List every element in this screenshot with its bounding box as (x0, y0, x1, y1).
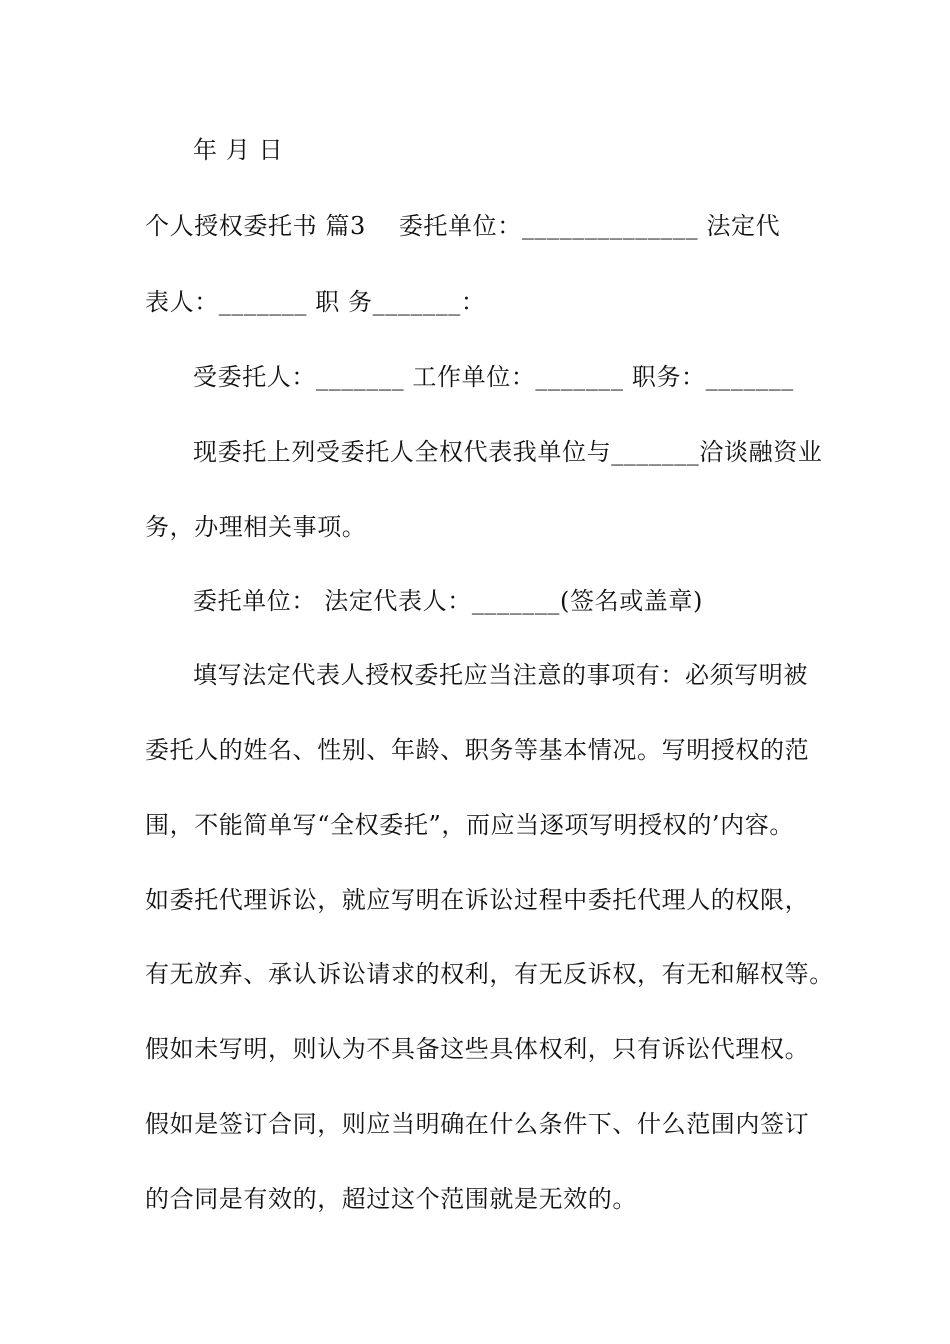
notes-line-6: 假如未写明，则认为不具备这些具体权利，只有诉讼代理权。 (145, 1035, 810, 1063)
notes-line-1: 填写法定代表人授权委托应当注意的事项有：必须写明被 (193, 661, 808, 689)
representative-line: 表人：_______ 职 务_______： (145, 288, 486, 316)
date-line: 年 月 日 (193, 136, 284, 164)
notes-line-2: 委托人的姓名、性别、年龄、职务等基本情况。写明授权的范 (145, 736, 810, 764)
title-and-principal-line: 个人授权委托书 篇3 委托单位：______________ 法定代 (145, 212, 781, 240)
authorization-line-2: 务，办理相关事项。 (145, 513, 367, 541)
notes-line-5: 有无放弃、承认诉讼请求的权利，有无反诉权，有无和解权等。 (145, 960, 834, 988)
authorization-line-1: 现委托上列受委托人全权代表我单位与_______洽谈融资业 (193, 438, 823, 466)
agent-line: 受委托人：_______ 工作单位：_______ 职务：_______ (193, 363, 794, 391)
notes-line-7: 假如是签订合同，则应当明确在什么条件下、什么范围内签订 (145, 1110, 810, 1138)
notes-line-8: 的合同是有效的，超过这个范围就是无效的。 (145, 1185, 637, 1213)
notes-line-4: 如委托代理诉讼，就应写明在诉讼过程中委托代理人的权限， (145, 886, 810, 914)
notes-line-3: 围，不能简单写“全权委托”，而应当逐项写明授权的’内容。 (145, 811, 794, 839)
signature-line: 委托单位： 法定代表人：_______(签名或盖章) (193, 587, 703, 615)
